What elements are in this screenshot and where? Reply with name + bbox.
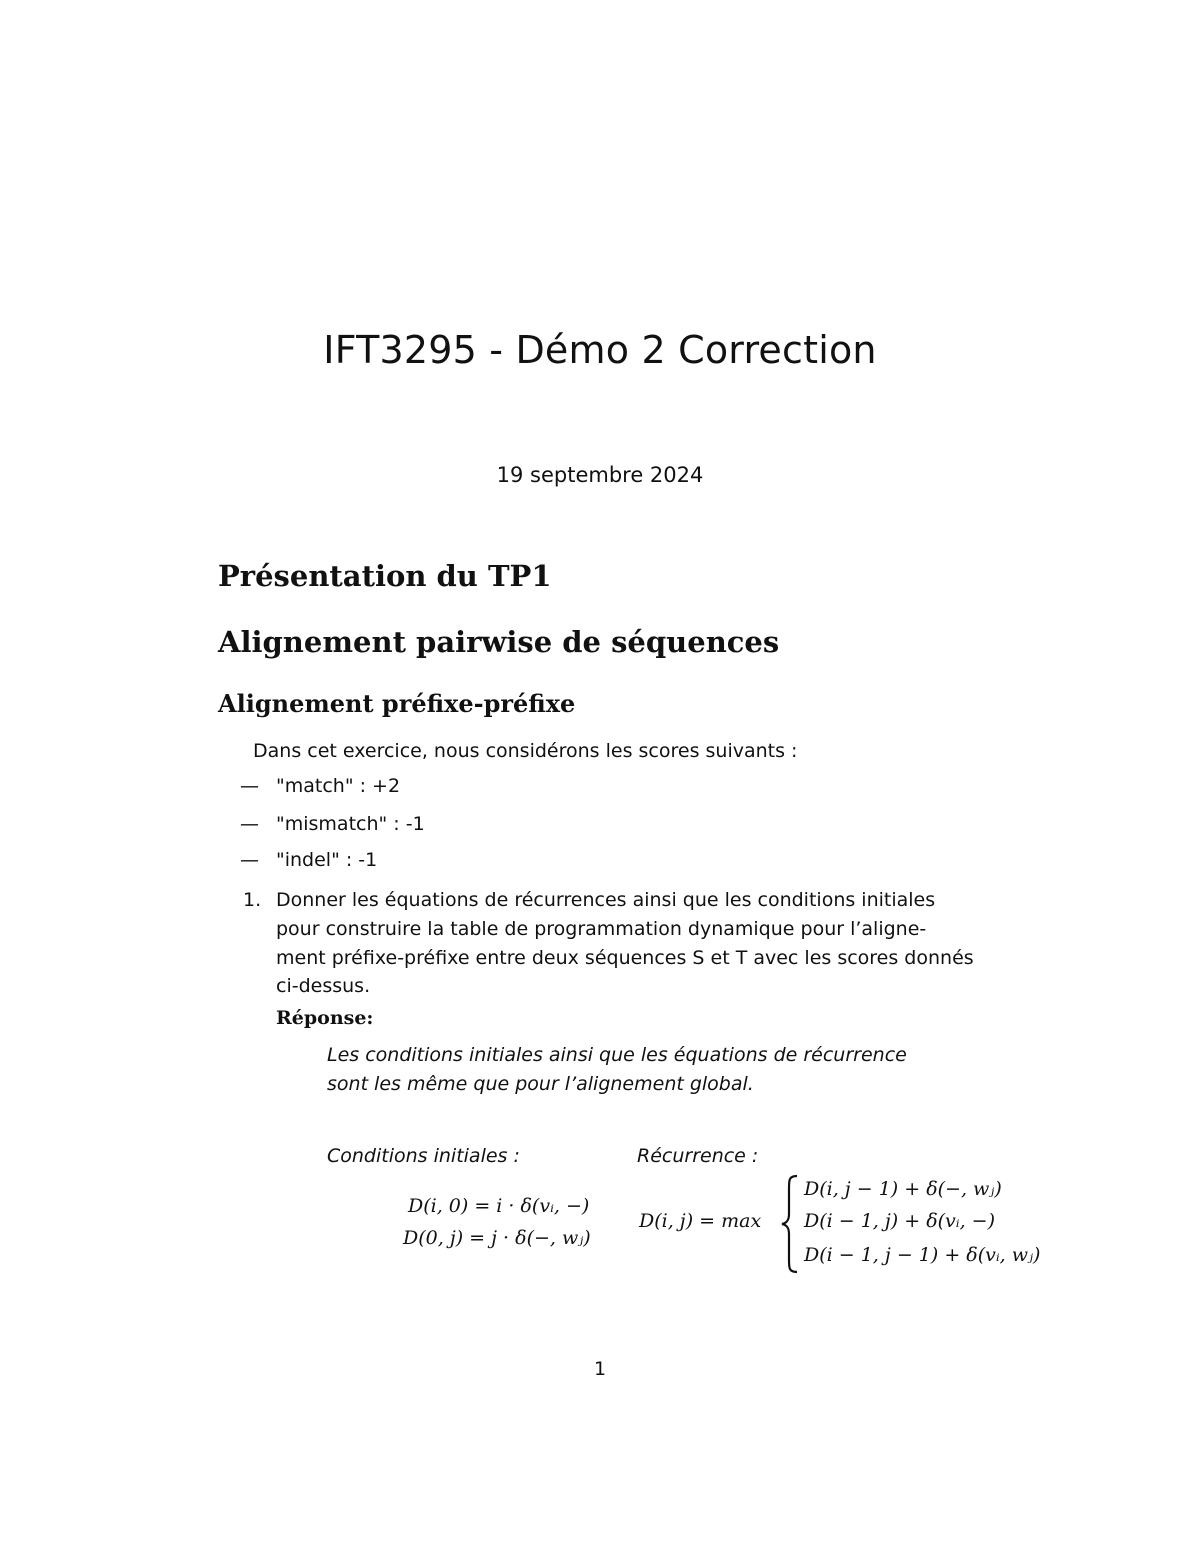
answer-label: Réponse: <box>276 1007 374 1029</box>
initial-conditions-label: Conditions initiales : <box>327 1145 520 1167</box>
question-line: pour construire la table de programmation dynamique pour l’aligne- <box>276 918 927 940</box>
recurrence-lhs: D(i, j) = max <box>639 1210 762 1232</box>
list-bullet: — <box>240 813 259 835</box>
section-heading-tp1: Présentation du TP1 <box>218 559 552 593</box>
left-brace <box>779 1174 801 1274</box>
list-bullet: — <box>240 775 259 797</box>
recurrence-case: D(i − 1, j) + δ(vᵢ, −) <box>804 1210 996 1232</box>
list-bullet: — <box>240 849 259 871</box>
list-item: "mismatch" : -1 <box>276 813 425 835</box>
document-date: 19 septembre 2024 <box>496 463 704 487</box>
intro-text: Dans cet exercice, nous considérons les scores suivants : <box>253 740 798 762</box>
recurrence-case: D(i, j − 1) + δ(−, wⱼ) <box>804 1178 1002 1200</box>
answer-line: sont les même que pour l’alignement global. <box>327 1073 754 1095</box>
question-line: ment préfixe-préfixe entre deux séquences S et T avec les scores donnés <box>276 947 974 969</box>
initial-equation: D(i, 0) = i · δ(vᵢ, −) <box>408 1195 590 1217</box>
recurrence-label: Récurrence : <box>637 1145 759 1167</box>
document-title: IFT3295 - Démo 2 Correction <box>323 328 877 372</box>
subsection-heading: Alignement préfixe-préfixe <box>218 689 576 718</box>
question-number: 1. <box>243 889 262 911</box>
initial-equation: D(0, j) = j · δ(−, wⱼ) <box>403 1227 591 1249</box>
section-heading-alignment: Alignement pairwise de séquences <box>218 625 780 659</box>
recurrence-case: D(i − 1, j − 1) + δ(vᵢ, wⱼ) <box>804 1244 1041 1266</box>
list-item: "match" : +2 <box>276 775 401 797</box>
question-line: Donner les équations de récurrences ainsi que les conditions initiales <box>276 889 936 911</box>
answer-line: Les conditions initiales ainsi que les équations de récurrence <box>327 1044 907 1066</box>
question-line: ci-dessus. <box>276 975 371 997</box>
page-number: 1 <box>593 1358 607 1380</box>
list-item: "indel" : -1 <box>276 849 378 871</box>
